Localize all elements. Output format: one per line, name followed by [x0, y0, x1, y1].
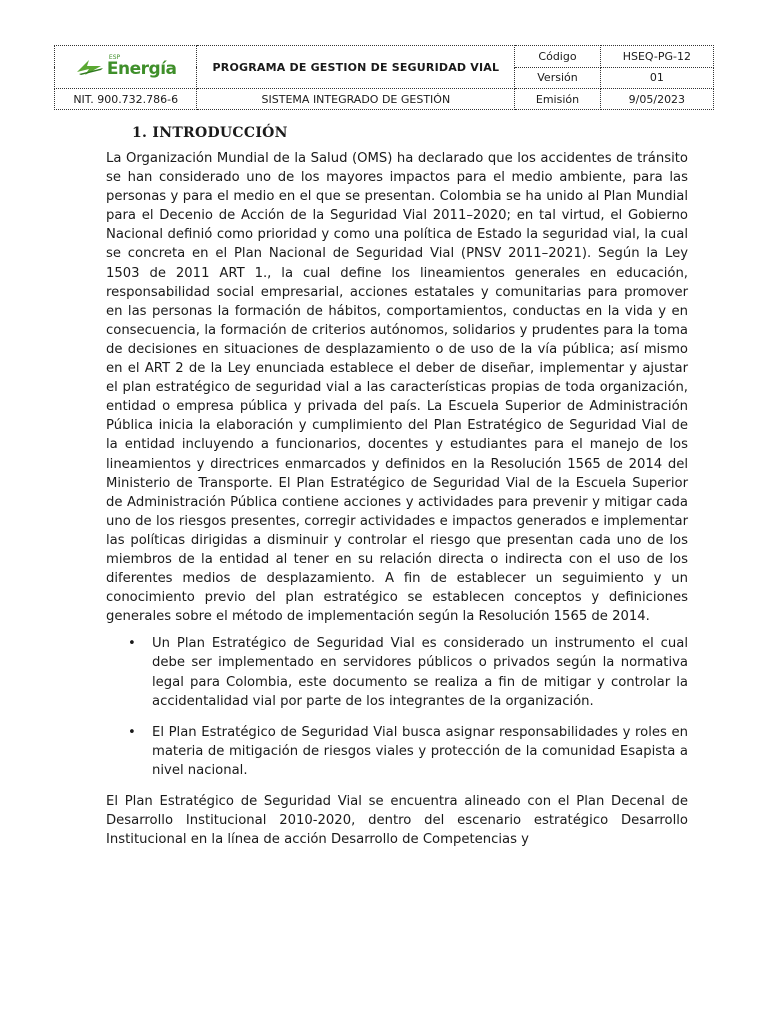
- list-item-text: Un Plan Estratégico de Seguridad Vial es considerado un instrumento el cual debe ser implementado en servidores públicos o privados según la normativa legal para Colombia, este documento se realiza a fin de mitigar y controlar la accidentalidad vial por parte de los integrantes de la organización.: [152, 636, 688, 709]
- logo-small-text: ESP: [108, 53, 121, 61]
- system-name: SISTEMA INTEGRADO DE GESTIÓN: [197, 89, 515, 110]
- document-title: PROGRAMA DE GESTION DE SEGURIDAD VIAL: [197, 46, 515, 89]
- list-item: [106, 634, 688, 710]
- logo-cell: [55, 46, 197, 89]
- code-label: Código: [515, 46, 600, 68]
- section-heading: 1. INTRODUCCIÓN: [132, 125, 288, 141]
- intro-paragraph: La Organización Mundial de la Salud (OMS) ha declarado que los accidentes de tránsito se han considerado uno de los mayores impactos para el medio ambiente, para las personas y para el medio en el que se presentan. Colombia se ha unido al Plan Mundial para el Decenio de Acción de la Seguridad Vial 2011–2020; en tal virtud, el Gobierno Nacional definió como prioridad y como una política de Estado la seguridad vial, la cual se concreta en el Plan Nacional de Seguridad Vial (PNSV 2011–2021). Según la Ley 1503 de 2011 ART 1., la cual define los lineamientos generales en educación, responsabilidad social empresarial, acciones estatales y comunitarias para promover en las personas la formación de hábitos, comportamientos, conductas en la vida y en consecuencia, la formación de criterios autónomos, solidarios y prudentes para la toma de decisiones en situaciones de desplazamiento o de uso de la vía pública; así mismo en el ART 2 de la Ley enunciada establece el deber de diseñar, implementar y ajustar el plan estratégico de seguridad vial a las características propias de toda organización, entidad o empresa pública y privada del país. La Escuela Superior de Administración Pública inicia la elaboración y cumplimiento del Plan Estratégico de Seguridad Vial de la entidad incluyendo a funcionarios, docentes y estudiantes para el manejo de los lineamientos y directrices enmarcados y definidos en la Resolución 1565 de 2014 del Ministerio de Transporte. El Plan Estratégico de Seguridad Vial de la Escuela Superior de Administración Pública contiene acciones y actividades para prevenir y mitigar cada uno de los riesgos presentes, corregir actividades e impactos generados e implementar las políticas dirigidas a disminuir y controlar el riesgo que presentan cada uno de los miembros de la entidad al tener en su relación directa o indirecta con el uso de los diferentes medios de desplazamiento. A fin de establecer un seguimiento y un conocimiento previo del plan estratégico se establecen conceptos y definiciones generales sobre el método de implementación según la Resolución 1565 de 2014.: [106, 151, 688, 625]
- version-label: Versión: [515, 67, 600, 89]
- nit-number: NIT. 900.732.786-6: [55, 89, 197, 110]
- bullet-icon: •: [128, 724, 136, 740]
- emission-label: Emisión: [515, 89, 600, 110]
- version-value: 01: [600, 67, 713, 89]
- company-logo: [75, 55, 177, 78]
- list-item-text: El Plan Estratégico de Seguridad Vial busca asignar responsabilidades y roles en materia de mitigación de riesgos viales y protección de la comunidad Esapista a nivel nacional.: [152, 724, 688, 778]
- list-item: [106, 723, 688, 780]
- bullet-icon: •: [128, 636, 136, 652]
- emission-value: 9/05/2023: [600, 89, 713, 110]
- logo-brand-text: Energía: [106, 58, 177, 79]
- code-value: HSEQ-PG-12: [600, 46, 713, 68]
- document-header: [54, 45, 714, 110]
- closing-paragraph: El Plan Estratégico de Seguridad Vial se encuentra alineado con el Plan Decenal de Desarrollo Institucional 2010-2020, dentro del escenario estratégico Desarrollo Institucional en la línea de acción Desarrollo de Competencias y: [106, 794, 688, 848]
- document-body: [106, 125, 688, 857]
- bullet-list: [106, 634, 688, 780]
- lightning-icon: [75, 56, 105, 76]
